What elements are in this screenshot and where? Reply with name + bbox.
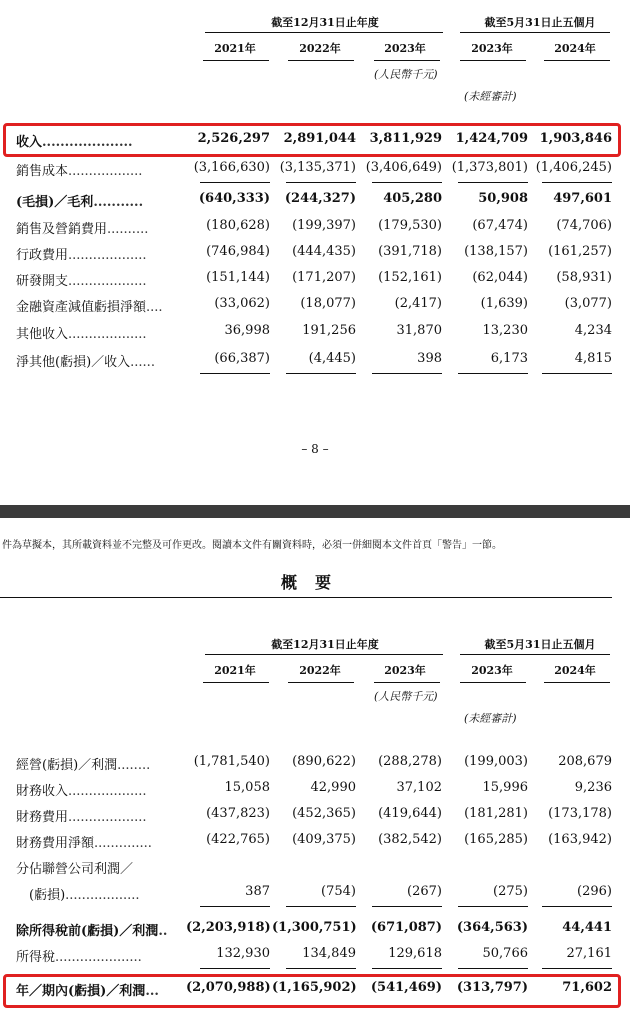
cell-value: (161,257): [548, 244, 612, 259]
cell-value: (1,639): [480, 296, 528, 311]
cell-value: (419,644): [378, 806, 442, 821]
total-underline: [286, 968, 356, 969]
table-row: [0, 884, 630, 906]
cell-value: 405,280: [383, 191, 442, 206]
row-label: 收入....................: [16, 135, 133, 150]
year-2021-b: 2021年: [214, 664, 256, 677]
cell-value: (1,373,801): [451, 160, 528, 175]
total-underline: [542, 906, 612, 907]
cell-value: (746,984): [206, 244, 270, 259]
total-underline: [372, 968, 442, 969]
cell-value: (1,300,751): [272, 920, 357, 935]
cell-value: 15,996: [482, 780, 528, 795]
cell-value: (180,628): [206, 218, 270, 233]
cell-value: (382,542): [378, 832, 442, 847]
row-label: 研發開支...................: [16, 274, 147, 289]
cell-value: (267): [407, 884, 442, 899]
cell-value: (163,942): [548, 832, 612, 847]
cell-value: (165,285): [464, 832, 528, 847]
cell-value: (364,563): [456, 920, 528, 935]
table-row: [0, 920, 630, 942]
total-underline: [200, 906, 270, 907]
row-label: 銷售及營銷費用..........: [16, 222, 149, 237]
header-fiscal-year-group-2: 截至12月31日止年度: [271, 638, 379, 651]
cell-value: (199,003): [464, 754, 528, 769]
cell-value: (409,375): [292, 832, 356, 847]
cell-value: 3,811,929: [369, 131, 442, 146]
year-2022: 2022年: [299, 42, 341, 55]
page-number: – 8 –: [301, 442, 329, 456]
cell-value: 4,815: [574, 351, 612, 366]
cell-value: (173,178): [548, 806, 612, 821]
draft-warning: 件為草擬本，其所載資料並不完整及可作更改。閱讀本文件有關資料時，必須一併細閱本文件首頁「警告」一節。: [2, 540, 502, 551]
cell-value: (1,781,540): [193, 754, 270, 769]
cell-value: (1,165,902): [272, 980, 357, 995]
cell-value: 6,173: [490, 351, 528, 366]
cell-value: (422,765): [206, 832, 270, 847]
cell-value: 37,102: [396, 780, 442, 795]
cell-value: (296): [577, 884, 612, 899]
total-underline: [458, 906, 528, 907]
table-row: [0, 832, 630, 854]
cell-value: 208,679: [558, 754, 612, 769]
cell-value: 1,903,846: [539, 131, 612, 146]
cell-value: (288,278): [378, 754, 442, 769]
cell-value: (754): [321, 884, 356, 899]
cell-value: 1,424,709: [455, 131, 528, 146]
cell-value: 13,230: [482, 323, 528, 338]
cell-value: (1,406,245): [535, 160, 612, 175]
currency-note: (人民幣千元): [374, 68, 438, 81]
cell-value: 387: [245, 884, 270, 899]
cell-value: (179,530): [378, 218, 442, 233]
year-2022-b: 2022年: [299, 664, 341, 677]
year-2024-5m-b: 2024年: [554, 664, 596, 677]
cell-value: (244,327): [284, 191, 356, 206]
year-2023-5m: 2023年: [471, 42, 513, 55]
year-2023: 2023年: [384, 42, 426, 55]
row-label: 金融資產減值虧損淨額....: [16, 300, 163, 315]
cell-value: (66,387): [214, 351, 270, 366]
table-row: [0, 946, 630, 968]
row-label: 所得稅.....................: [16, 950, 142, 965]
cell-value: (199,397): [292, 218, 356, 233]
cell-value: (437,823): [206, 806, 270, 821]
cell-value: 27,161: [566, 946, 612, 961]
cell-value: (3,406,649): [365, 160, 442, 175]
row-label: 財務費用淨額..............: [16, 836, 152, 851]
row-label: 年／期內(虧損)／利潤...: [16, 984, 159, 999]
row-label: 銷售成本..................: [16, 164, 143, 179]
header-fiscal-year-group: 截至12月31日止年度: [271, 16, 379, 29]
cell-value: (152,161): [378, 270, 442, 285]
net-loss-highlight-box: [3, 974, 621, 1008]
cell-value: (3,166,630): [193, 160, 270, 175]
table-row: [0, 806, 630, 828]
cell-value: (3,077): [564, 296, 612, 311]
cell-value: (171,207): [292, 270, 356, 285]
cell-value: (151,144): [206, 270, 270, 285]
cell-value: (2,070,988): [186, 980, 271, 995]
row-label: 淨其他(虧損)／收入......: [16, 355, 155, 370]
cell-value: (138,157): [464, 244, 528, 259]
cell-value: (3,135,371): [279, 160, 356, 175]
total-underline: [372, 906, 442, 907]
cell-value: (2,417): [394, 296, 442, 311]
row-label: 財務收入...................: [16, 784, 147, 799]
row-label: (虧損)..................: [16, 888, 140, 903]
row-label: (毛損)／毛利...........: [16, 195, 144, 210]
cell-value: 71,602: [562, 980, 612, 995]
row-label: 分佔聯營公司利潤／: [16, 862, 134, 877]
cell-value: 50,908: [478, 191, 528, 206]
cell-value: 4,234: [574, 323, 612, 338]
total-underline: [542, 968, 612, 969]
cell-value: (2,203,918): [186, 920, 271, 935]
cell-value: (391,718): [378, 244, 442, 259]
cell-value: 191,256: [302, 323, 356, 338]
cell-value: (67,474): [472, 218, 528, 233]
table-row: [0, 780, 630, 802]
cell-value: (444,435): [292, 244, 356, 259]
table-row: [0, 858, 630, 880]
section-title: 概要: [280, 573, 349, 592]
cell-value: (275): [493, 884, 528, 899]
cell-value: 15,058: [224, 780, 270, 795]
header-five-month-group: 截至5月31日止五個月: [484, 16, 596, 29]
cell-value: (181,281): [464, 806, 528, 821]
total-underline: [458, 968, 528, 969]
row-label: 財務費用...................: [16, 810, 147, 825]
cell-value: (33,062): [214, 296, 270, 311]
cell-value: 497,601: [553, 191, 612, 206]
unaudited-note-2: (未經審計): [464, 712, 517, 725]
cell-value: 9,236: [574, 780, 612, 795]
year-2024-5m: 2024年: [554, 42, 596, 55]
table-row: [0, 754, 630, 776]
total-underline: [200, 968, 270, 969]
cell-value: (541,469): [370, 980, 442, 995]
row-label: 除所得稅前(虧損)／利潤..: [16, 924, 168, 939]
cell-value: (640,333): [198, 191, 270, 206]
cell-value: 134,849: [302, 946, 356, 961]
cell-value: (452,365): [292, 806, 356, 821]
unaudited-note: (未經審計): [464, 90, 517, 103]
cell-value: (74,706): [556, 218, 612, 233]
cell-value: (18,077): [300, 296, 356, 311]
cell-value: (58,931): [556, 270, 612, 285]
cell-value: (4,445): [308, 351, 356, 366]
cell-value: 31,870: [396, 323, 442, 338]
year-2023-5m-b: 2023年: [471, 664, 513, 677]
cell-value: 2,891,044: [283, 131, 356, 146]
header-five-month-group-2: 截至5月31日止五個月: [484, 638, 596, 651]
year-2023-b: 2023年: [384, 664, 426, 677]
cell-value: 129,618: [388, 946, 442, 961]
cell-value: (62,044): [472, 270, 528, 285]
total-underline: [286, 906, 356, 907]
cell-value: 44,441: [562, 920, 612, 935]
row-label: 其他收入...................: [16, 327, 147, 342]
cell-value: (313,797): [456, 980, 528, 995]
cell-value: 132,930: [216, 946, 270, 961]
cell-value: 398: [417, 351, 442, 366]
cell-value: 50,766: [482, 946, 528, 961]
cell-value: (671,087): [370, 920, 442, 935]
row-label: 經營(虧損)／利潤........: [16, 758, 151, 773]
cell-value: (890,622): [292, 754, 356, 769]
row-label: 行政費用...................: [16, 248, 147, 263]
cell-value: 42,990: [310, 780, 356, 795]
cell-value: 36,998: [224, 323, 270, 338]
currency-note-2: (人民幣千元): [374, 690, 438, 703]
cell-value: 2,526,297: [197, 131, 270, 146]
year-2021: 2021年: [214, 42, 256, 55]
